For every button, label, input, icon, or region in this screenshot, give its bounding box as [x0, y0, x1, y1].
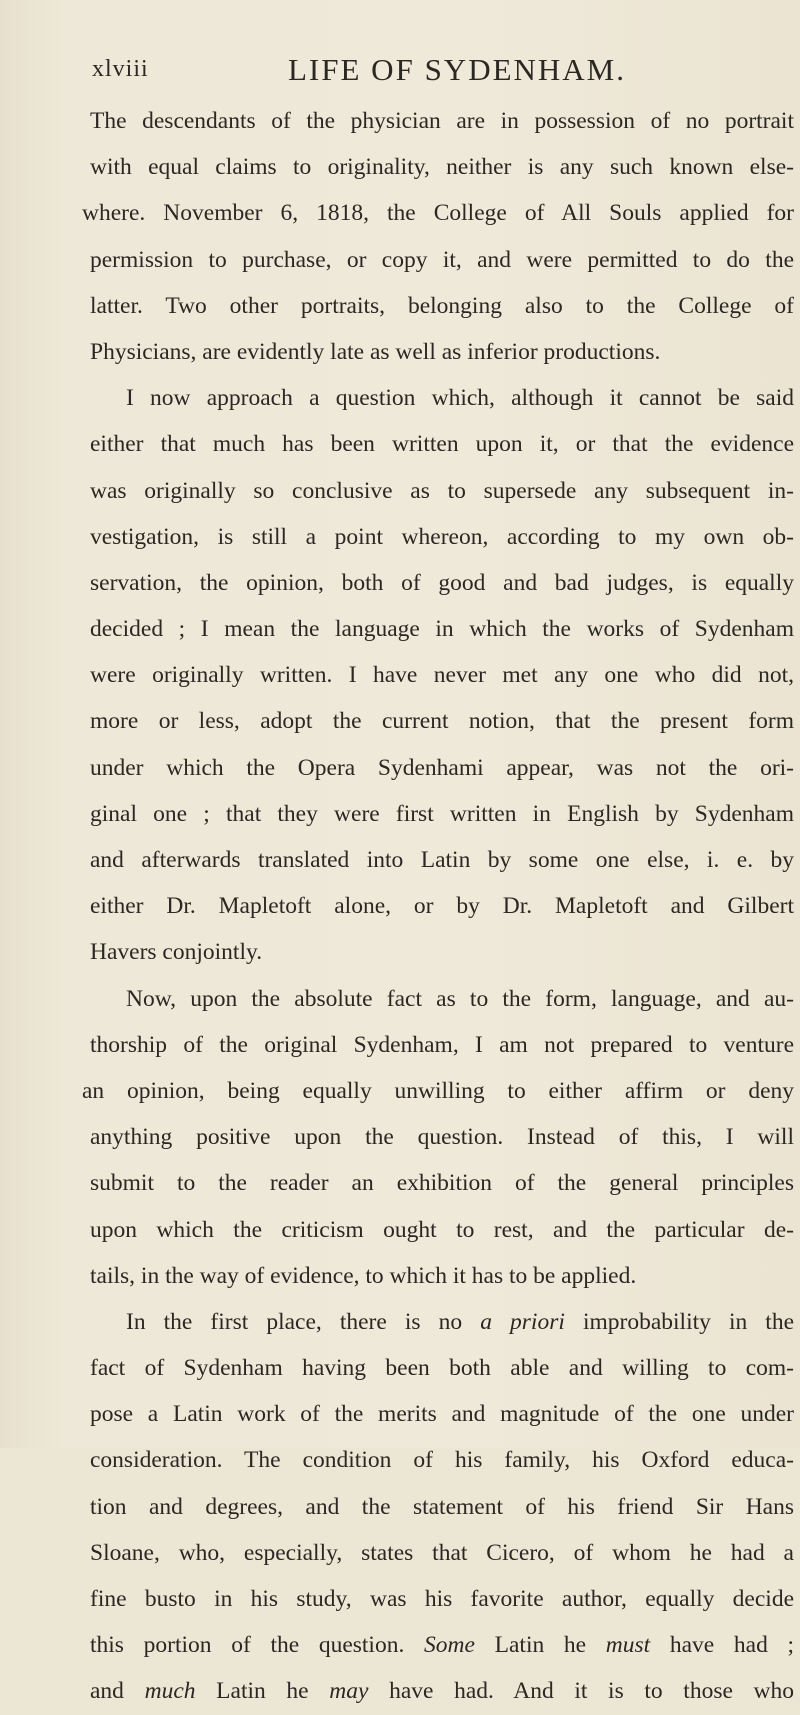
paragraph-start-line: Now, upon the absolute fact as to the form, language, and au-	[126, 985, 794, 1012]
paragraph-end-line: Havers conjointly.	[90, 939, 263, 966]
text-line: fact of Sydenham having been both able and willing to com-	[90, 1355, 794, 1382]
text-run: Latin he	[494, 1632, 587, 1659]
text-line: upon which the criticism ought to rest, and the particular de-	[90, 1216, 794, 1243]
italic-phrase: must	[605, 1632, 651, 1659]
text-line: The descendants of the physician are in possession of no portrait	[90, 108, 794, 134]
text-line: either that much has been written upon it, or that the evidence	[90, 431, 794, 458]
text-run: In the first place, there is no	[126, 1308, 463, 1335]
text-line: latter. Two other portraits, belonging also to the College of	[90, 292, 794, 319]
text-line: consideration. The condition of his family, his Oxford educa-	[90, 1447, 794, 1474]
text-line: anything positive upon the question. Instead of this, I will	[90, 1124, 794, 1151]
text-line: thorship of the original Sydenham, I am not prepared to venture	[90, 1031, 794, 1058]
text-run: have had ;	[669, 1632, 795, 1659]
text-line: were originally written. I have never met any one who did not,	[90, 662, 794, 689]
italic-phrase: Some	[424, 1632, 475, 1659]
text-line: an opinion, being equally unwilling to either affirm or deny	[82, 1077, 794, 1104]
text-run: have had. And it is to those who	[389, 1678, 795, 1705]
paragraph-start-line: I now approach a question which, although it cannot be said	[126, 385, 794, 412]
text-line: tion and degrees, and the statement of his friend Sir Hans	[90, 1493, 794, 1520]
paragraph-start-line	[90, 1299, 794, 1345]
text-run: this portion of the question.	[90, 1632, 405, 1659]
text-line: where. November 6, 1818, the College of All Souls applied for	[82, 200, 794, 227]
text-line: with equal claims to originality, neither is any such known else-	[90, 154, 794, 181]
text-line: either Dr. Mapletoft alone, or by Dr. Mapletoft and Gilbert	[90, 893, 794, 920]
text-run: and	[90, 1678, 124, 1705]
text-line: pose a Latin work of the merits and magnitude of the one under	[90, 1401, 794, 1428]
text-line: vestigation, is still a point whereon, according to my own ob-	[90, 523, 794, 550]
italic-phrase: much	[144, 1678, 196, 1705]
paragraph-end-line: tails, in the way of evidence, to which it has to be applied.	[90, 1262, 637, 1289]
running-head	[92, 52, 792, 96]
page-number: xlviii	[92, 56, 149, 82]
text-line: fine busto in his study, was his favorite author, equally decide	[90, 1586, 794, 1612]
text-line: decided ; I mean the language in which the works of Sydenham	[90, 616, 794, 643]
italic-phrase: may	[329, 1678, 369, 1705]
text-line: Sloane, who, especially, states that Cicero, of whom he had a	[90, 1539, 794, 1566]
text-run: Latin he	[216, 1678, 309, 1705]
text-line	[90, 1668, 794, 1714]
italic-phrase: a priori	[480, 1308, 565, 1335]
text-line	[90, 1622, 794, 1668]
text-line: under which the Opera Sydenhami appear, was not the ori-	[90, 754, 794, 781]
text-run: improbability in the	[582, 1308, 795, 1335]
body-text	[82, 98, 795, 1715]
text-line: was originally so conclusive as to supersede any subsequent in-	[90, 477, 794, 504]
running-title: LIFE OF SYDENHAM.	[288, 52, 626, 87]
text-line: servation, the opinion, both of good and bad judges, is equally	[90, 569, 794, 596]
text-line: and afterwards translated into Latin by some one else, i. e. by	[90, 847, 794, 873]
paragraph-end-line: Physicians, are evidently late as well as inferior productions.	[90, 338, 661, 365]
text-line: more or less, adopt the current notion, that the present form	[90, 708, 794, 735]
text-line: permission to purchase, or copy it, and were permitted to do the	[90, 246, 794, 273]
text-line: ginal one ; that they were first written in English by Sydenham	[90, 800, 794, 827]
text-line: submit to the reader an exhibition of the general principles	[90, 1170, 794, 1197]
